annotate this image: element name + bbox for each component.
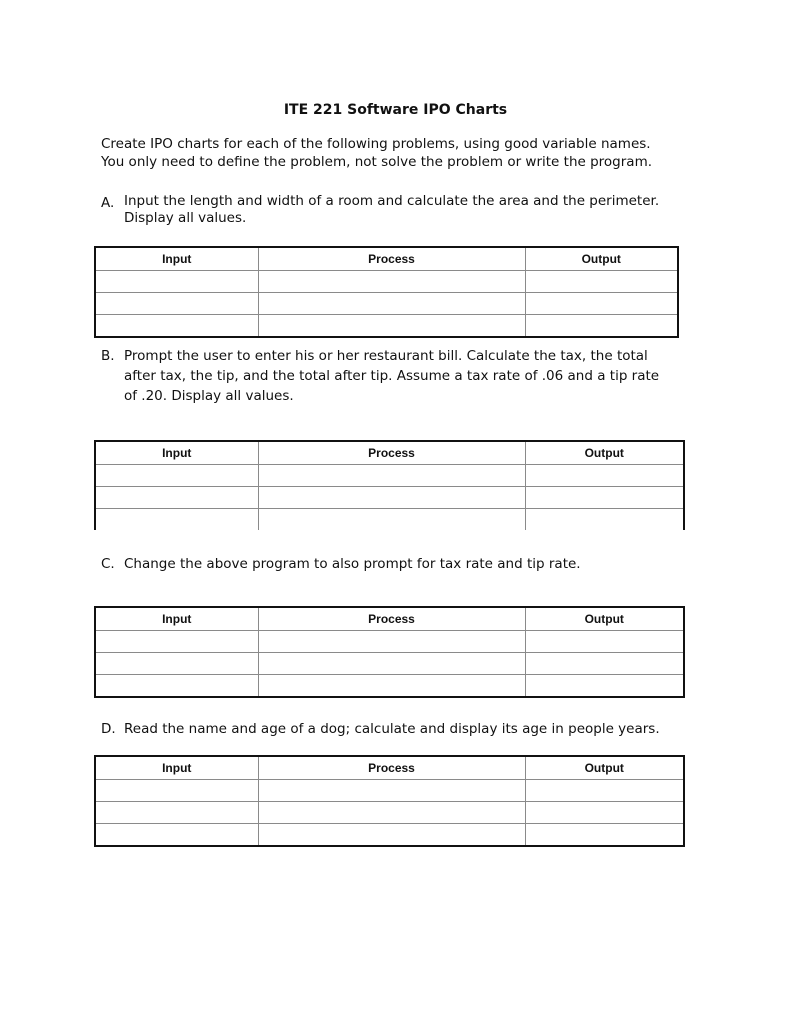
table-row <box>95 824 684 847</box>
output-cell[interactable] <box>525 802 684 824</box>
process-header: Process <box>258 441 525 465</box>
output-header: Output <box>525 607 684 631</box>
output-header: Output <box>525 247 678 271</box>
problem-b-line-3: of .20. Display all values. <box>124 388 294 404</box>
problem-c-letter: C. <box>101 556 115 572</box>
process-cell[interactable] <box>258 293 525 315</box>
process-header: Process <box>258 247 525 271</box>
input-cell[interactable] <box>95 465 258 487</box>
table-header-row <box>95 247 678 271</box>
table-row <box>95 487 684 509</box>
instructions-line-2: You only need to define the problem, not solve the problem or write the program. <box>101 154 653 170</box>
table-row <box>95 653 684 675</box>
output-header: Output <box>525 441 684 465</box>
ipo-table-b <box>94 440 685 530</box>
problem-b-letter: B. <box>101 348 115 364</box>
input-header: Input <box>95 607 258 631</box>
table-row <box>95 509 684 531</box>
problem-a-line-2: Display all values. <box>124 210 247 226</box>
problem-a-line-1: Input the length and width of a room and calculate the area and the perimeter. <box>124 193 660 209</box>
output-cell[interactable] <box>525 315 678 338</box>
process-cell[interactable] <box>258 271 525 293</box>
problem-b-line-2: after tax, the tip, and the total after tip. Assume a tax rate of .06 and a tip rate <box>124 368 660 384</box>
table-row <box>95 802 684 824</box>
input-cell[interactable] <box>95 653 258 675</box>
table-row <box>95 780 684 802</box>
ipo-table-a <box>94 246 679 338</box>
table-row <box>95 293 678 315</box>
process-cell[interactable] <box>258 802 525 824</box>
process-cell[interactable] <box>258 780 525 802</box>
process-cell[interactable] <box>258 653 525 675</box>
table-header-row <box>95 756 684 780</box>
input-cell[interactable] <box>95 802 258 824</box>
process-header: Process <box>258 607 525 631</box>
problem-b <box>101 346 741 406</box>
process-header: Process <box>258 756 525 780</box>
process-cell[interactable] <box>258 509 525 531</box>
output-cell[interactable] <box>525 824 684 847</box>
output-cell[interactable] <box>525 631 684 653</box>
process-cell[interactable] <box>258 465 525 487</box>
table-row <box>95 465 684 487</box>
process-cell[interactable] <box>258 631 525 653</box>
input-header: Input <box>95 247 258 271</box>
instructions <box>101 135 741 171</box>
input-cell[interactable] <box>95 315 258 338</box>
output-cell[interactable] <box>525 780 684 802</box>
problem-a-letter: A. <box>101 195 115 211</box>
table-row <box>95 675 684 698</box>
process-cell[interactable] <box>258 675 525 698</box>
process-cell[interactable] <box>258 824 525 847</box>
table-row <box>95 315 678 338</box>
problem-c <box>101 554 741 574</box>
input-cell[interactable] <box>95 509 258 531</box>
problem-d-letter: D. <box>101 721 116 737</box>
instructions-line-1: Create IPO charts for each of the following problems, using good variable names. <box>101 136 651 152</box>
input-header: Input <box>95 756 258 780</box>
input-cell[interactable] <box>95 675 258 698</box>
output-cell[interactable] <box>525 509 684 531</box>
output-cell[interactable] <box>525 653 684 675</box>
input-cell[interactable] <box>95 487 258 509</box>
problem-d-line-1: Read the name and age of a dog; calculate and display its age in people years. <box>124 721 660 737</box>
page-title: ITE 221 Software IPO Charts <box>283 102 508 118</box>
ipo-table-c <box>94 606 685 698</box>
input-header: Input <box>95 441 258 465</box>
output-cell[interactable] <box>525 487 684 509</box>
output-cell[interactable] <box>525 675 684 698</box>
problem-c-line-1: Change the above program to also prompt for tax rate and tip rate. <box>124 556 581 572</box>
input-cell[interactable] <box>95 780 258 802</box>
output-cell[interactable] <box>525 293 678 315</box>
table-row <box>95 631 684 653</box>
process-cell[interactable] <box>258 315 525 338</box>
process-cell[interactable] <box>258 487 525 509</box>
table-row <box>95 271 678 293</box>
input-cell[interactable] <box>95 271 258 293</box>
output-cell[interactable] <box>525 271 678 293</box>
input-cell[interactable] <box>95 293 258 315</box>
table-header-row <box>95 607 684 631</box>
problem-a <box>101 193 741 227</box>
output-cell[interactable] <box>525 465 684 487</box>
problem-d <box>101 719 741 739</box>
input-cell[interactable] <box>95 824 258 847</box>
problem-b-line-1: Prompt the user to enter his or her restaurant bill. Calculate the tax, the total <box>124 348 648 364</box>
ipo-table-d <box>94 755 685 847</box>
table-header-row <box>95 441 684 465</box>
output-header: Output <box>525 756 684 780</box>
input-cell[interactable] <box>95 631 258 653</box>
